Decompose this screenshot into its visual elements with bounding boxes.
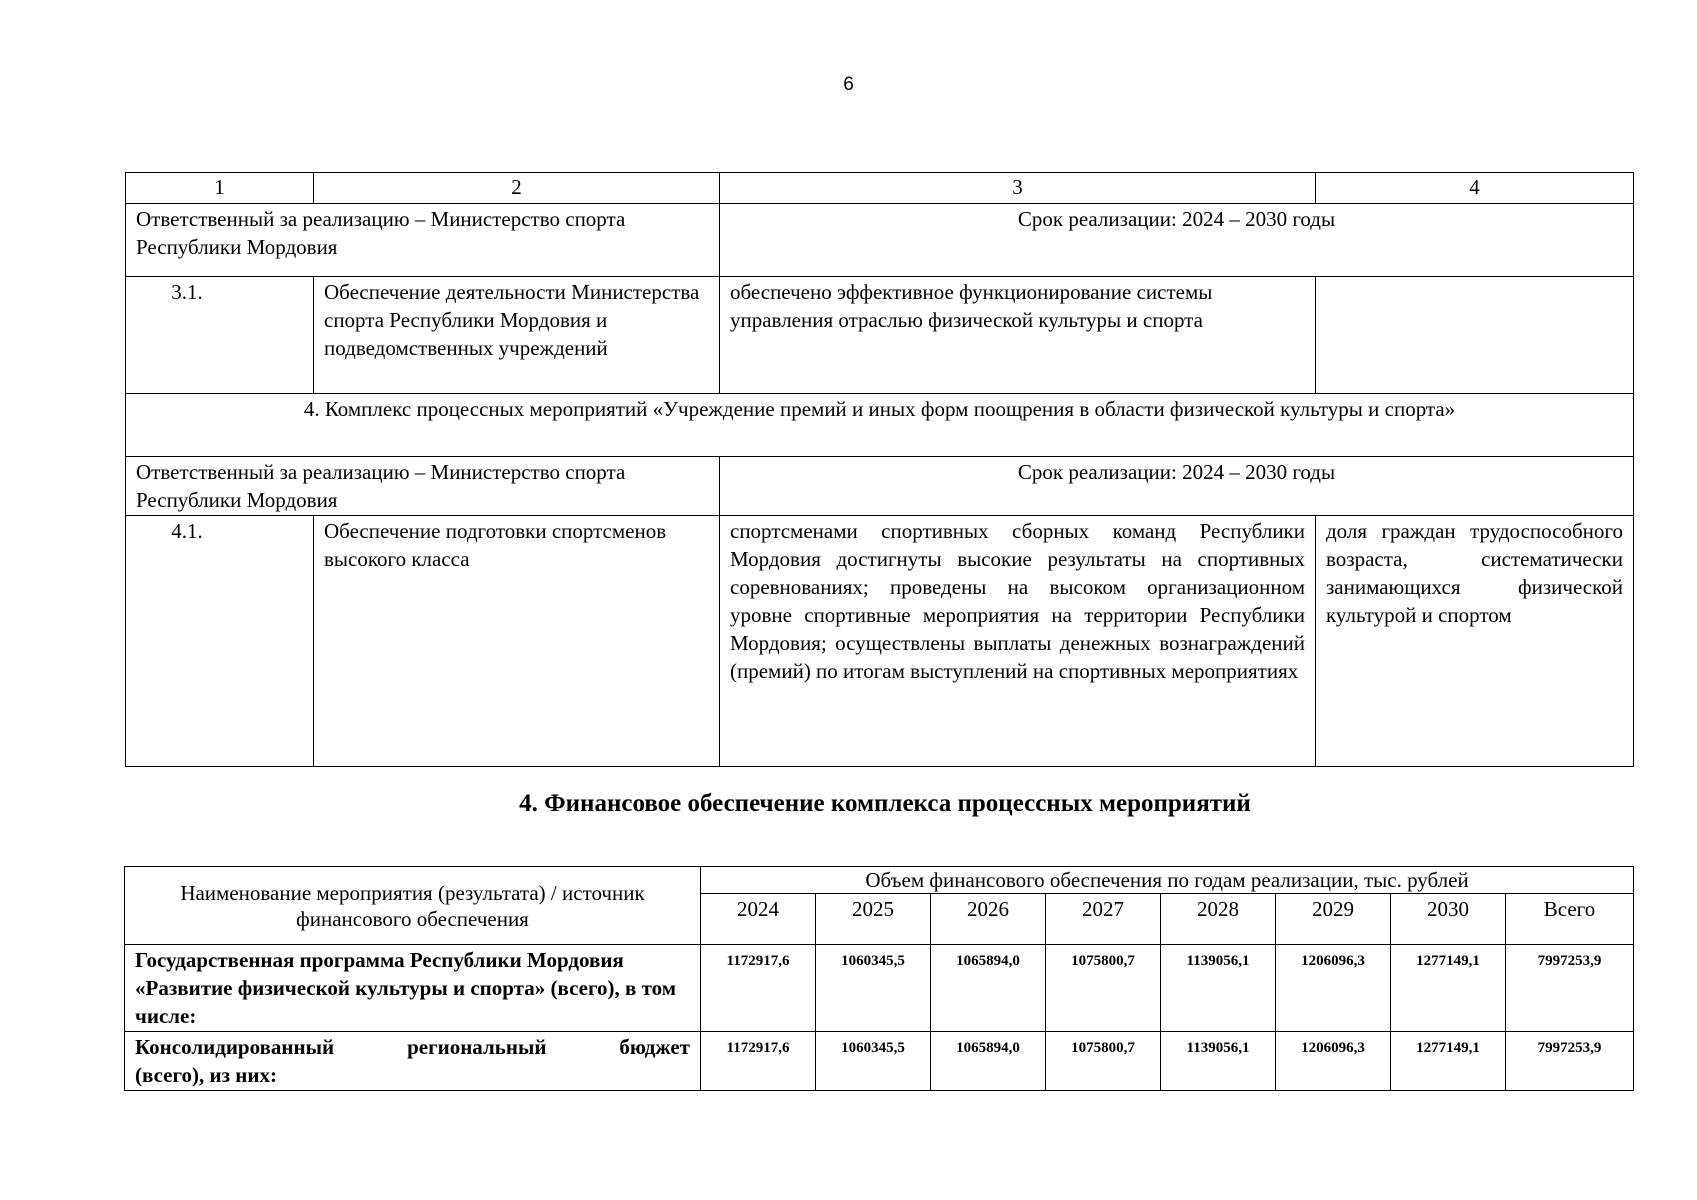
responsible-cell: Ответственный за реализацию – Министерство спорта Республики Мордовия <box>126 204 720 277</box>
budget-name <box>125 1032 701 1091</box>
year-header: 2030 <box>1391 894 1506 945</box>
budget-name-line: Консолидированный региональный бюджет <box>135 1035 690 1059</box>
table-row <box>126 516 1634 767</box>
term-cell: Срок реализации: 2024 – 2030 годы <box>720 204 1634 277</box>
finance-header-row <box>125 867 1634 894</box>
value-cell: 1139056,1 <box>1161 1032 1276 1091</box>
value-cell: 1060345,5 <box>816 1032 931 1091</box>
row-index: 3.1. <box>126 277 314 394</box>
value-cell: 1075800,7 <box>1046 945 1161 1032</box>
total-cell: 7997253,9 <box>1506 945 1634 1032</box>
value-cell: 1206096,3 <box>1276 945 1391 1032</box>
year-header: 2028 <box>1161 894 1276 945</box>
column-numbers-row <box>126 173 1634 204</box>
row-index: 4.1. <box>126 516 314 767</box>
total-header: Всего <box>1506 894 1634 945</box>
volume-header: Объем финансового обеспечения по годам реализации, тыс. рублей <box>701 867 1634 894</box>
value-cell: 1060345,5 <box>816 945 931 1032</box>
column-number: 3 <box>720 173 1316 204</box>
year-header: 2029 <box>1276 894 1391 945</box>
activities-table <box>125 172 1634 767</box>
column-number: 2 <box>314 173 720 204</box>
term-cell: Срок реализации: 2024 – 2030 годы <box>720 457 1634 516</box>
activity-result: спортсменами спортивных сборных команд Республики Мордовия достигнуты высокие результаты на спортивных соревнованиях; проведены на высоком организационном уровне спортивные мероприятия на территории Республики Мордовия; осуществлены выплаты денежных вознаграждений (премий) по итогам выступлений на спортивных мероприятиях <box>720 516 1316 767</box>
value-cell: 1277149,1 <box>1391 1032 1506 1091</box>
table-row <box>125 945 1634 1032</box>
value-cell: 1139056,1 <box>1161 945 1276 1032</box>
value-cell: 1277149,1 <box>1391 945 1506 1032</box>
program-name: Государственная программа Республики Мордовия «Развитие физической культуры и спорта» (всего), в том числе: <box>125 945 701 1032</box>
year-header: 2024 <box>701 894 816 945</box>
page-number: 6 <box>843 74 854 95</box>
table-row <box>125 1032 1634 1091</box>
year-header: 2025 <box>816 894 931 945</box>
column-number: 4 <box>1316 173 1634 204</box>
total-cell: 7997253,9 <box>1506 1032 1634 1091</box>
finance-table <box>124 866 1634 1091</box>
value-cell: 1075800,7 <box>1046 1032 1161 1091</box>
column-number: 1 <box>126 173 314 204</box>
responsible-row <box>126 457 1634 516</box>
value-cell: 1172917,6 <box>701 945 816 1032</box>
budget-name-line: (всего), из них: <box>135 1063 277 1087</box>
value-cell: 1065894,0 <box>931 1032 1046 1091</box>
complex-title-row <box>126 394 1634 457</box>
activity-result: обеспечено эффективное функционирование системы управления отраслью физической культуры и спорта <box>720 277 1316 394</box>
value-cell: 1172917,6 <box>701 1032 816 1091</box>
year-header: 2027 <box>1046 894 1161 945</box>
activity-indicator <box>1316 277 1634 394</box>
activity-name: Обеспечение деятельности Министерства спорта Республики Мордовия и подведомственных учреждений <box>314 277 720 394</box>
value-cell: 1065894,0 <box>931 945 1046 1032</box>
section-title: 4. Финансовое обеспечение комплекса процессных мероприятий <box>519 790 1251 817</box>
table-row <box>126 277 1634 394</box>
responsible-row <box>126 204 1634 277</box>
activity-indicator: доля граждан трудоспособного возраста, систематически занимающихся физической культурой и спортом <box>1316 516 1634 767</box>
activity-name: Обеспечение подготовки спортсменов высокого класса <box>314 516 720 767</box>
year-header: 2026 <box>931 894 1046 945</box>
complex-title: 4. Комплекс процессных мероприятий «Учреждение премий и иных форм поощрения в области физической культуры и спорта» <box>126 394 1634 457</box>
value-cell: 1206096,3 <box>1276 1032 1391 1091</box>
responsible-cell: Ответственный за реализацию – Министерство спорта Республики Мордовия <box>126 457 720 516</box>
name-header: Наименование мероприятия (результата) / источник финансового обеспечения <box>125 867 701 945</box>
